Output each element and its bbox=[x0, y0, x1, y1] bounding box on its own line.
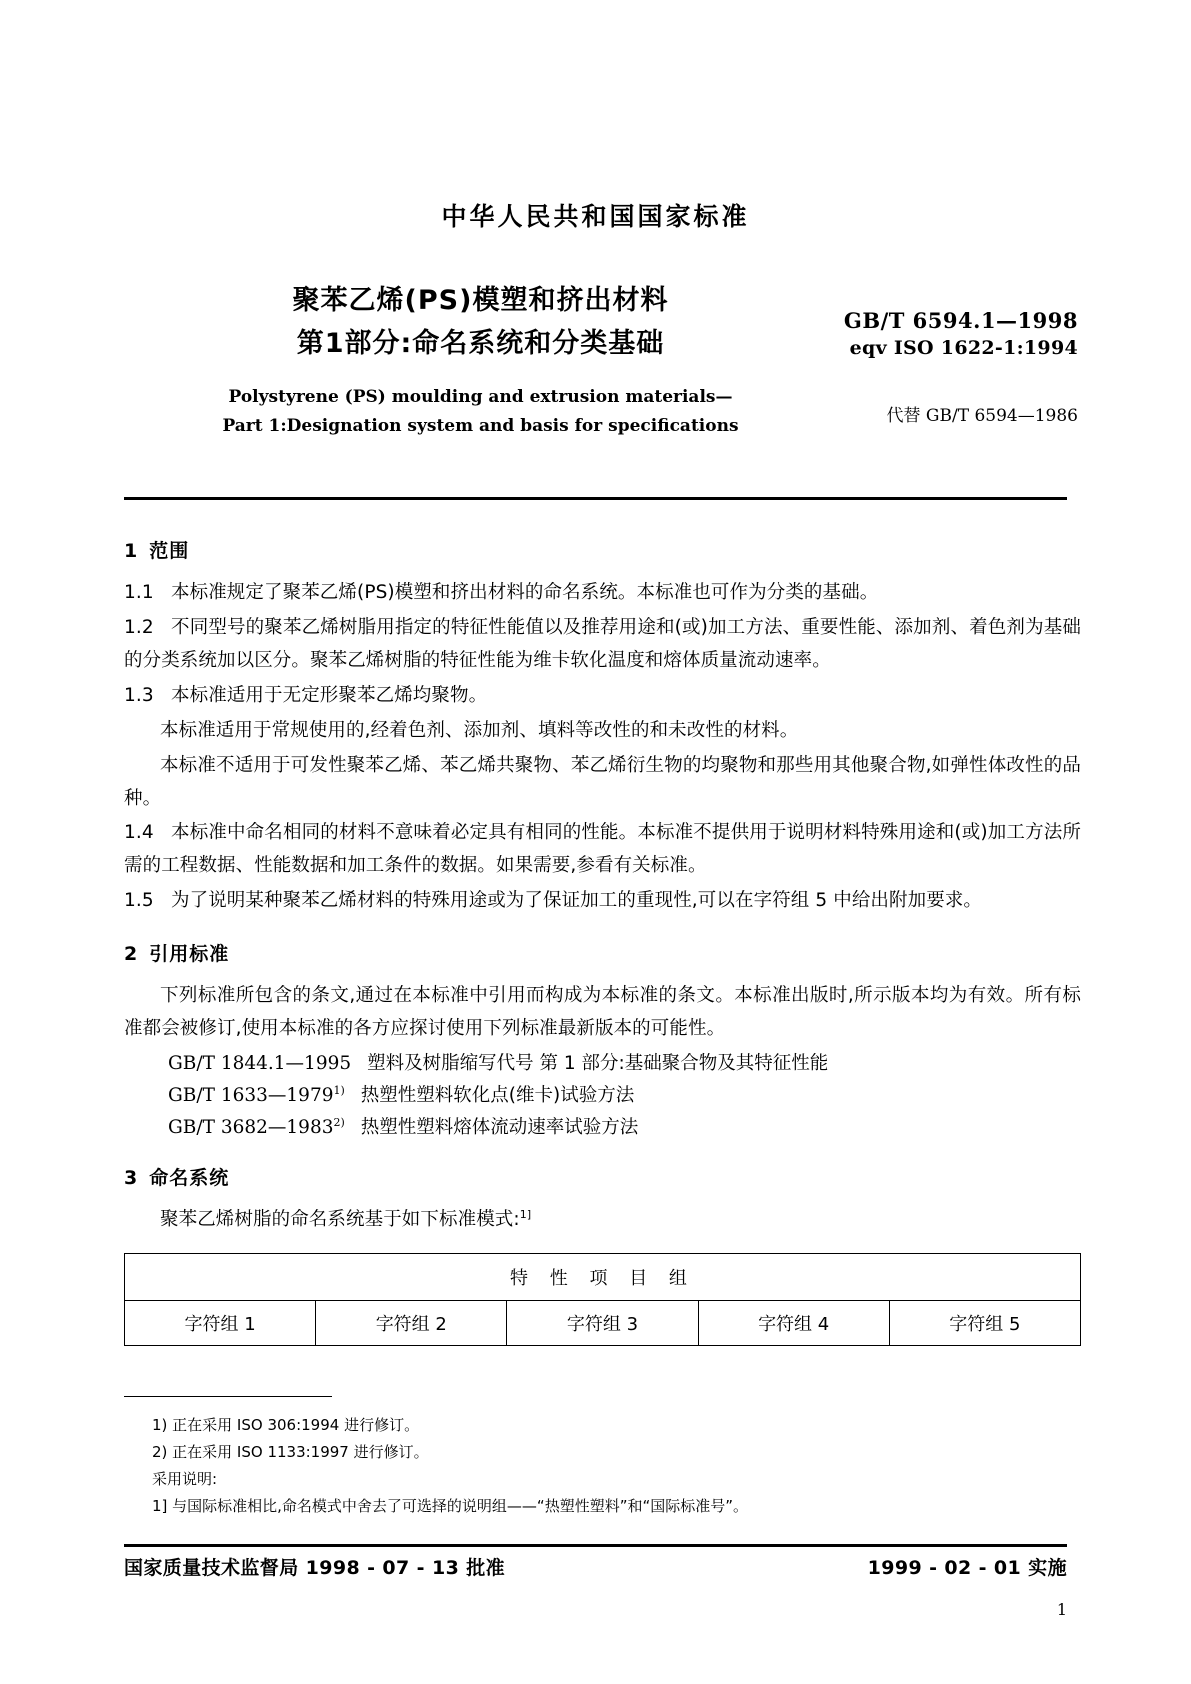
footnote-adoption-label: 采用说明: bbox=[152, 1469, 218, 1488]
spacer-2 bbox=[124, 1144, 1081, 1163]
reference-code-2 bbox=[168, 1085, 345, 1106]
clause-number-1-3: 1.3 bbox=[124, 684, 154, 706]
table-header-cell: 特 性 项 目 组 bbox=[125, 1254, 1081, 1301]
clause-1-3 bbox=[124, 680, 1081, 713]
section-title-2: 引用标准 bbox=[149, 943, 230, 966]
clause-text-1-4: 本标准中命名相同的材料不意味着必定具有相同的性能。本标准不提供用于说明材料特殊用途和(或)加工方法所需的工程数据、性能数据和加工条件的数据。如果需要,参看有关标准。 bbox=[124, 822, 1081, 877]
section-title-1: 范围 bbox=[149, 540, 190, 562]
table-cell-group-5: 字符组 5 bbox=[889, 1301, 1080, 1346]
clause-1-3-para-2: 本标准适用于常规使用的,经着色剂、添加剂、填料等改性的和未改性的材料。 bbox=[160, 719, 799, 741]
standard-code-block bbox=[768, 307, 1078, 427]
section-heading-3 bbox=[124, 1163, 1081, 1190]
footer-implementation: 1999 - 02 - 01 实施 bbox=[867, 1557, 1067, 1579]
reference-item-1 bbox=[124, 1048, 1081, 1080]
section-number-2: 2 bbox=[124, 943, 139, 966]
table-cell-group-2: 字符组 2 bbox=[316, 1301, 507, 1346]
reference-title-1: 塑料及树脂缩写代号 第 1 部分:基础聚合物及其特征性能 bbox=[367, 1053, 829, 1075]
page-number: 1 bbox=[1056, 1600, 1067, 1619]
section-3-intro bbox=[124, 1204, 1081, 1237]
reference-title-3: 热塑性塑料熔体流动速率试验方法 bbox=[360, 1116, 639, 1138]
clause-number-1-4: 1.4 bbox=[124, 822, 154, 844]
reference-code-2-text: GB/T 1633—1979 bbox=[168, 1084, 334, 1106]
section-3-footnote-marker: 1] bbox=[519, 1207, 532, 1221]
reference-code-3-text: GB/T 3682—1983 bbox=[168, 1116, 334, 1138]
reference-footnote-marker-2: 2) bbox=[333, 1115, 345, 1129]
clause-1-4 bbox=[124, 817, 1081, 883]
footnote-adoption-1: 1] 与国际标准相比,命名模式中舍去了可选择的说明组——“热塑性塑料”和“国际标准号”。 bbox=[152, 1496, 749, 1515]
section-number-3: 3 bbox=[124, 1166, 139, 1189]
footnote-divider-rule bbox=[124, 1396, 332, 1397]
table-header-row bbox=[125, 1254, 1081, 1301]
title-cn-line-2: 第1部分:命名系统和分类基础 bbox=[296, 328, 665, 360]
reference-footnote-marker-1: 1) bbox=[333, 1083, 345, 1097]
clause-text-1-1: 本标准规定了聚苯乙烯(PS)模塑和挤出材料的命名系统。本标准也可作为分类的基础。 bbox=[171, 582, 879, 603]
reference-title-2: 热塑性塑料软化点(维卡)试验方法 bbox=[360, 1084, 635, 1106]
title-zone bbox=[0, 279, 1191, 454]
clause-number-1-2: 1.2 bbox=[124, 616, 154, 638]
clause-text-1-3: 本标准适用于无定形聚苯乙烯均聚物。 bbox=[171, 684, 488, 706]
footnote-2: 2) 正在采用 ISO 1133:1997 进行修订。 bbox=[152, 1442, 429, 1461]
clause-number-1-5: 1.5 bbox=[124, 890, 154, 912]
clause-1-5 bbox=[124, 885, 1081, 918]
clause-1-2 bbox=[124, 612, 1081, 678]
standard-replaces: 代替 GB/T 6594—1986 bbox=[886, 406, 1078, 427]
title-en-line-2: Part 1:Designation system and basis for specifications bbox=[222, 416, 739, 437]
clause-text-1-2: 不同型号的聚苯乙烯树脂用指定的特征性能值以及推荐用途和(或)加工方法、重要性能、添加剂、着色剂为基础的分类系统加以区分。聚苯乙烯树脂的特征性能为维卡软化温度和熔体质量流动速率。 bbox=[124, 616, 1081, 671]
standard-number: GB/T 6594.1—1998 bbox=[843, 307, 1078, 333]
reference-code-3 bbox=[168, 1117, 345, 1138]
table-cell-group-4: 字符组 4 bbox=[698, 1301, 889, 1346]
clause-1-1 bbox=[124, 577, 1081, 610]
standard-equivalence: eqv ISO 1622-1:1994 bbox=[849, 336, 1078, 359]
header-divider-rule bbox=[124, 497, 1067, 500]
reference-item-3 bbox=[124, 1112, 1081, 1144]
designation-schema-table bbox=[124, 1253, 1081, 1346]
document-body bbox=[124, 536, 1081, 1346]
section-3-intro-text: 聚苯乙烯树脂的命名系统基于如下标准模式: bbox=[160, 1208, 520, 1230]
footer-divider-rule bbox=[124, 1544, 1067, 1547]
section-heading-2 bbox=[124, 939, 1081, 966]
page-footer bbox=[124, 1553, 1067, 1580]
spacer-1 bbox=[124, 920, 1081, 939]
footnote-1: 1) 正在采用 ISO 306:1994 进行修订。 bbox=[152, 1416, 420, 1434]
section-2-intro: 下列标准所包含的条文,通过在本标准中引用而构成为本标准的条文。本标准出版时,所示版本均为有效。所有标准都会被修订,使用本标准的各方应探讨使用下列标准最新版本的可能性。 bbox=[124, 985, 1081, 1040]
clause-number-1-1: 1.1 bbox=[124, 582, 154, 603]
section-number-1: 1 bbox=[124, 540, 139, 562]
clause-text-1-5: 为了说明某种聚苯乙烯材料的特殊用途或为了保证加工的重现性,可以在字符组 5 中给出附加要求。 bbox=[171, 890, 983, 912]
masthead bbox=[0, 0, 1191, 231]
title-cn-line-1: 聚苯乙烯(PS)模塑和挤出材料 bbox=[292, 284, 669, 316]
title-en-line-1: Polystyrene (PS) moulding and extrusion materials— bbox=[228, 386, 733, 407]
reference-item-2 bbox=[124, 1080, 1081, 1112]
masthead-title: 中华人民共和国国家标准 bbox=[441, 202, 750, 231]
section-title-3: 命名系统 bbox=[149, 1166, 230, 1189]
clause-1-3-para-3: 本标准不适用于可发性聚苯乙烯、苯乙烯共聚物、苯乙烯衍生物的均聚物和那些用其他聚合物,如弹性体改性的品种。 bbox=[124, 754, 1081, 809]
table-row bbox=[125, 1301, 1081, 1346]
footnote-block bbox=[124, 1396, 1081, 1521]
reference-code-1: GB/T 1844.1—1995 bbox=[168, 1053, 352, 1075]
table-cell-group-3: 字符组 3 bbox=[507, 1301, 698, 1346]
section-heading-1 bbox=[124, 536, 1081, 563]
table-cell-group-1: 字符组 1 bbox=[125, 1301, 316, 1346]
footer-approval: 国家质量技术监督局 1998 - 07 - 13 批准 bbox=[124, 1557, 506, 1579]
